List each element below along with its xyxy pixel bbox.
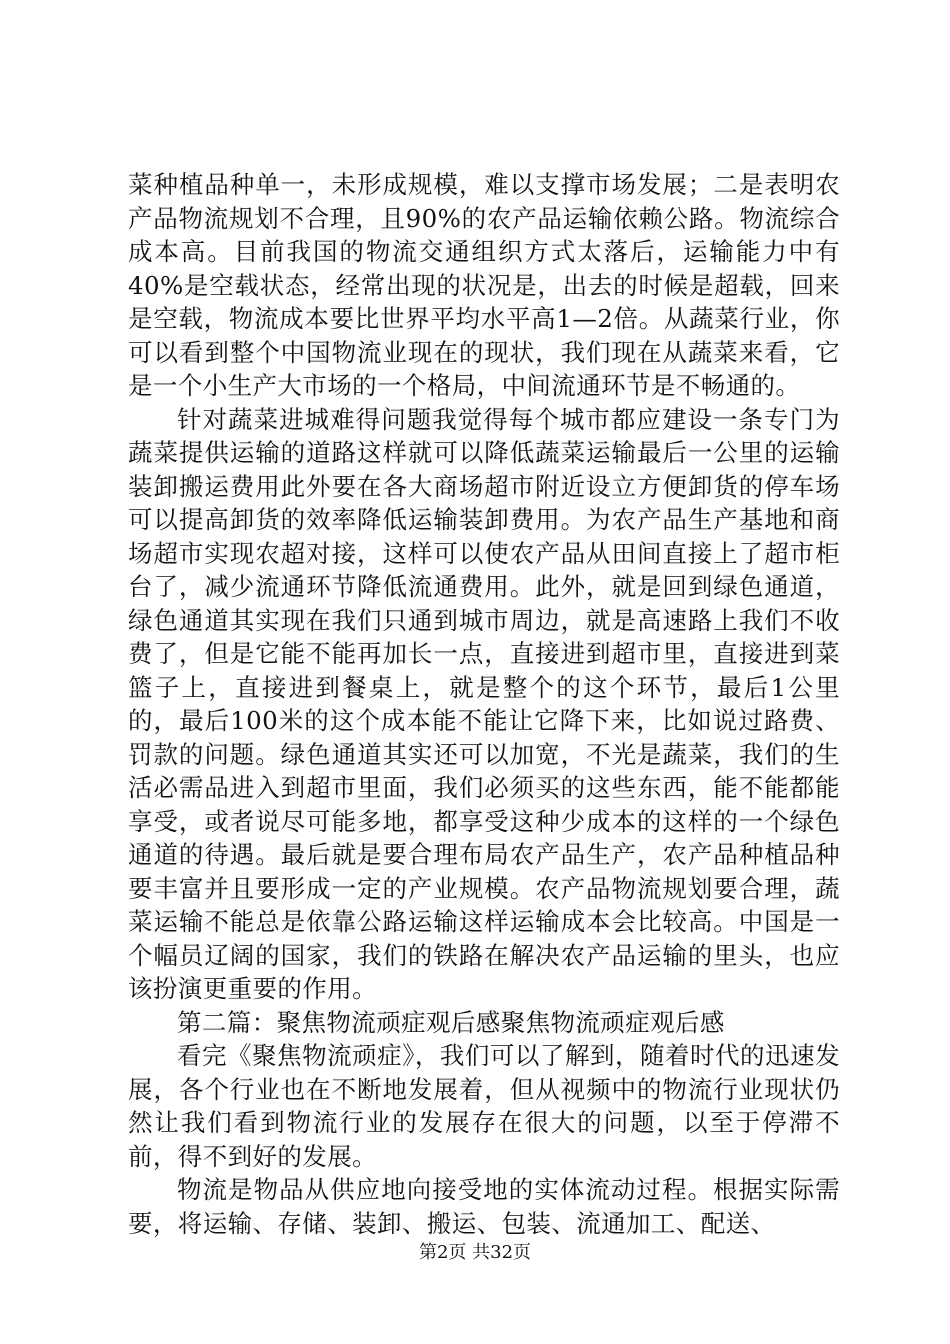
- paragraph-vegetable-transport: 针对蔬菜进城难得问题我觉得每个城市都应建设一条专门为蔬菜提供运输的道路这样就可以降低蔬菜运输最后一公里的运输装卸搬运费用此外要在各大商场超市附近设立方便卸货的停车场可以提高卸货的效率降低运输装卸费用。为农产品生产基地和商场超市实现农超对接，这样可以使农产品从田间直接上了超市柜台了，减少流通环节降低流通费用。此外，就是回到绿色通道，绿色通道其实现在我们只通到城市周边，就是高速路上我们不收费了，但是它能不能再加长一点，直接进到超市里，直接进到菜篮子上，直接进到餐桌上，就是整个的这个环节，最后1公里的，最后100米的这个成本能不能让它降下来，比如说过路费、罚款的问题。绿色通道其实还可以加宽，不光是蔬菜，我们的生活必需品进入到超市里面，我们必须买的这些东西，能不能都能享受，或者说尽可能多地，都享受这种少成本的这样的一个绿色通道的待遇。最后就是要合理布局农产品生产，农产品种植品种要丰富并且要形成一定的产业规模。农产品物流规划要合理，蔬菜运输不能总是依靠公路运输这样运输成本会比较高。中国是一个幅员辽阔的国家，我们的铁路在解决农产品运输的里头，也应该扮演更重要的作用。: [128, 404, 840, 1003]
- paragraph-logistics-definition: 物流是物品从供应地向接受地的实体流动过程。根据实际需要，将运输、存储、装卸、搬运、包装、流通加工、配送、: [128, 1175, 840, 1238]
- paragraph-after-watching: 看完《聚焦物流顽症》，我们可以了解到，随着时代的迅速发展，各个行业也在不断地发展着，但从视频中的物流行业现状仍然让我们看到物流行业的发展存在很大的问题，以至于停滞不前，得不到好的发展。: [128, 1041, 840, 1171]
- page-footer: 第2页 共32页: [418, 1242, 532, 1263]
- body-text: [128, 168, 840, 1240]
- paragraph-continuation: 菜种植品种单一，未形成规模，难以支撑市场发展；二是表明农产品物流规划不合理，且90%的农产品运输依赖公路。物流综合成本高。目前我国的物流交通组织方式太落后，运输能力中有40%是空载状态，经常出现的状况是，出去的时候是超载，回来是空载，物流成本要比世界平均水平高1—2倍。从蔬菜行业，你可以看到整个中国物流业现在的现状，我们现在从蔬菜来看，它是一个小生产大市场的一个格局，中间流通环节是不畅通的。: [128, 170, 840, 400]
- section-heading: 第二篇：聚焦物流顽症观后感聚焦物流顽症观后感: [177, 1007, 725, 1037]
